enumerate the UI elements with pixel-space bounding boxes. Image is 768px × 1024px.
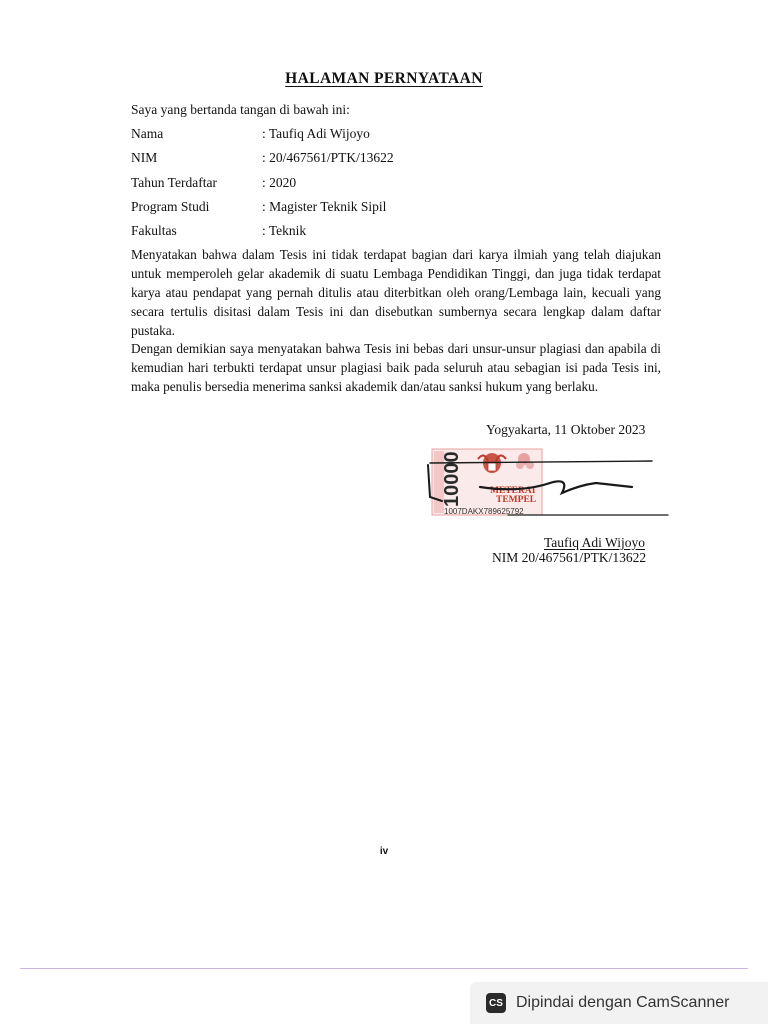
stamp-serial: 1007DAKX789625792: [444, 507, 524, 516]
page-number: iv: [379, 846, 389, 857]
stamp-label-1: METERAI: [490, 486, 536, 496]
identity-label: Nama: [131, 126, 164, 141]
signatory-name: Taufiq Adi Wijoyo: [544, 535, 646, 550]
identity-value: : Magister Teknik Sipil: [262, 199, 387, 214]
identity-value: : 2020: [262, 175, 297, 190]
page-title: HALAMAN PERNYATAAN: [285, 70, 483, 87]
identity-value: : Taufiq Adi Wijoyo: [262, 126, 370, 141]
identity-value: : 20/467561/PTK/13622: [262, 150, 394, 165]
identity-label: NIM: [131, 150, 158, 165]
camscanner-text: Dipindai dengan CamScanner: [516, 994, 730, 1011]
statement-paragraph: Menyatakan bahwa dalam Tesis ini tidak terdapat bagian dari karya ilmiah yang telah diajukan untuk memperoleh gelar akademik di suatu Lembaga Pendidikan Tinggi, dan juga tidak terdapat karya atau pendapat yang pernah ditulis atau diterbitkan oleh orang/Lembaga lain, kecuali yang secara tertulis disitasi dalam Tesis ini dan disebutkan sumbernya secara lengkap dalam daftar pustaka.: [131, 247, 661, 338]
identity-value: : Teknik: [262, 223, 307, 238]
intro-text: Saya yang bertanda tangan di bawah ini:: [131, 102, 350, 117]
stamp-amount: 10000: [441, 451, 463, 507]
camscanner-logo-icon: CS: [486, 993, 506, 1013]
identity-label: Tahun Terdaftar: [131, 175, 217, 190]
stamp-and-signature: [420, 443, 670, 523]
signatory-nim: NIM 20/467561/PTK/13622: [492, 550, 647, 565]
identity-label: Program Studi: [131, 199, 210, 214]
meterai-stamp: [432, 449, 542, 516]
statement-paragraph: Dengan demikian saya menyatakan bahwa Tesis ini bebas dari unsur-unsur plagiasi dan apabila di kemudian hari terbukti terdapat unsur plagiasi baik pada seluruh atau sebagian isi pada Tesis ini, maka penulis bersedia menerima sanksi akademik dan/atau sanksi hukum yang berlaku.: [131, 341, 661, 394]
place-date: Yogyakarta, 11 Oktober 2023: [486, 422, 646, 437]
scan-edge-line: [20, 968, 748, 969]
identity-label: Fakultas: [131, 223, 177, 238]
stamp-label-2: TEMPEL: [496, 495, 537, 505]
signature-area: [420, 443, 670, 523]
camscanner-watermark: [470, 982, 768, 1024]
